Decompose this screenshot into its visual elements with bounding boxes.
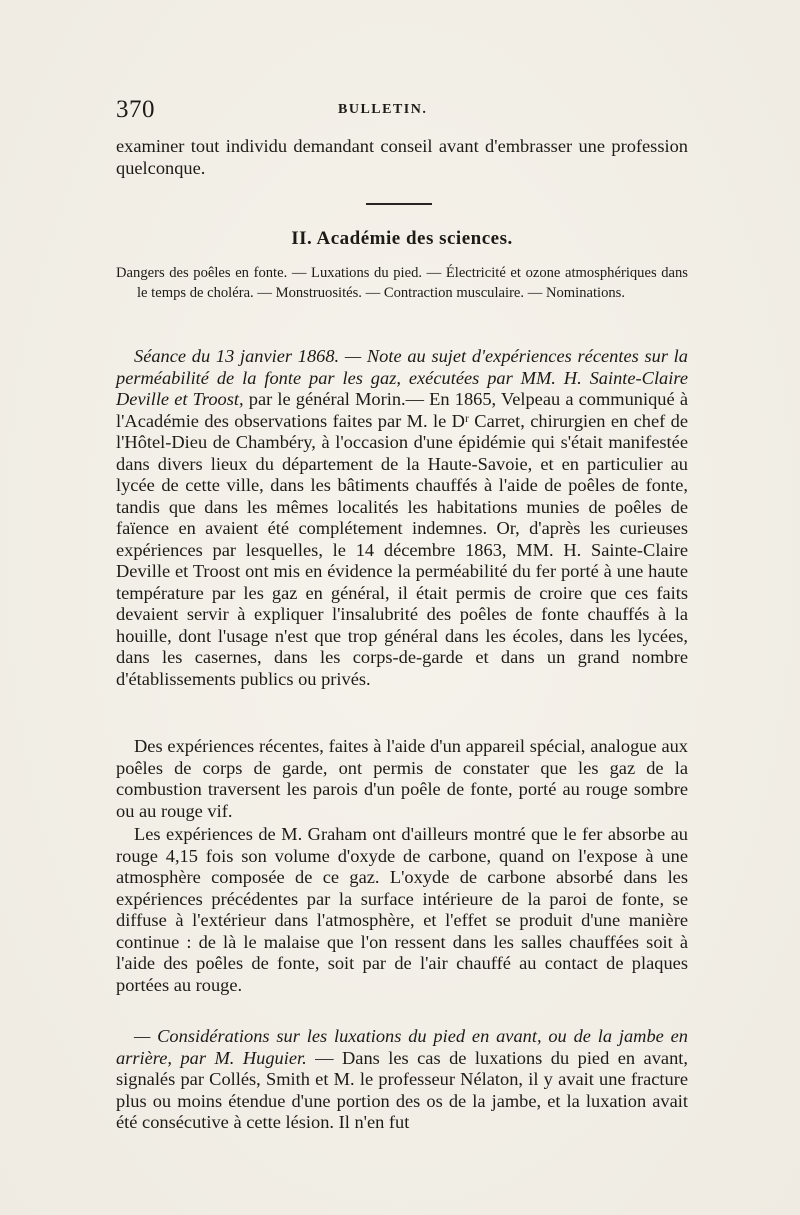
paragraph-2: Des expériences récentes, faites à l'aide d'un appareil spécial, analogue aux poêles de corps de garde, ont permis de constater que les gaz de la combustion traversent les parois d'un poêle de fonte, porté au rouge sombre ou au rouge vif. <box>116 736 688 821</box>
seance-body: par le général Morin.— En 1865, Velpeau a communiqué à l'Académie des observations faites par M. le Dʳ Carret, chirurgien en chef de l'Hôtel-Dieu de Chambéry, à l'occasion d'une épidémie qui s'était manifestée dans divers lieux du département de la Haute-Savoie, et en particulier au lycée de cette ville, dans les bâtiments chauffés à l'aide de poêles de fonte, tandis que dans les mêmes localités les habitations munies de poêles de faïence en avaient été complétement indemnes. Or, d'après les curieuses expériences par lesquelles, le 14 décembre 1863, MM. H. Sainte-Claire Deville et Troost ont mis en évidence la perméabilité du fer porté à une haute température par les gaz en général, il était permis de croire que ces faits devaient servir à expliquer l'insalubrité des poêles de fonte chauffés à la houille, dont l'usage n'est que trop général dans les écoles, dans les lycées, dans les casernes, dans les corps-de-garde et dans un grand nombre d'établissements publics ou privés. <box>116 389 688 689</box>
section-summary <box>116 264 688 304</box>
section-divider <box>366 203 432 205</box>
page-header <box>116 96 686 126</box>
summary-text: Dangers des poêles en fonte. — Luxations du pied. — Électricité et ozone atmosphériques dans le temps de choléra. — Monstruosités. — Contraction musculaire. — Nominations. <box>116 265 688 301</box>
page-number: 370 <box>116 96 155 123</box>
paragraph-3: Les expériences de M. Graham ont d'ailleurs montré que le fer absorbe au rouge 4,15 fois son volume d'oxyde de carbone, quand on l'expose à une atmosphère composée de ce gaz. L'oxyde de carbone absorbé dans les expériences précédentes par la surface intérieure de la paroi de fonte, se diffuse à l'extérieur dans l'atmosphère, et l'effet se produit d'une manière continue : de là le malaise que l'on ressent dans les salles chauffées soit à l'aide des poêles de fonte, soit par de l'air chauffé au contact de plaques portées au rouge. <box>116 824 688 995</box>
section-title: II. Académie des sciences. <box>291 228 513 249</box>
carryover-paragraph: examiner tout individu demandant conseil avant d'embrasser une profession quelconque. <box>116 136 688 178</box>
paragraph-4-body: — Dans les cas de luxations du pied en avant, signalés par Collés, Smith et M. le professeur Nélaton, il y avait une fracture plus ou moins étendue d'une portion des os de la jambe, et la luxation avait été consécutive à cette lésion. Il n'en fut <box>116 1047 688 1132</box>
paragraph-4 <box>116 1026 688 1134</box>
seance-paragraph <box>116 346 688 690</box>
seance-lead: Séance du 13 janvier 1868. — Note au sujet d'expériences récentes sur la perméabilité de la fonte par les gaz, exécutées par MM. H. Sainte-Claire Deville et Troost, <box>116 346 688 409</box>
running-title: BULLETIN. <box>338 102 428 117</box>
paragraph-4-lead: — Considérations sur les luxations du pied en avant, ou de la jambe en arrière, par M. Huguier. <box>116 1026 688 1068</box>
